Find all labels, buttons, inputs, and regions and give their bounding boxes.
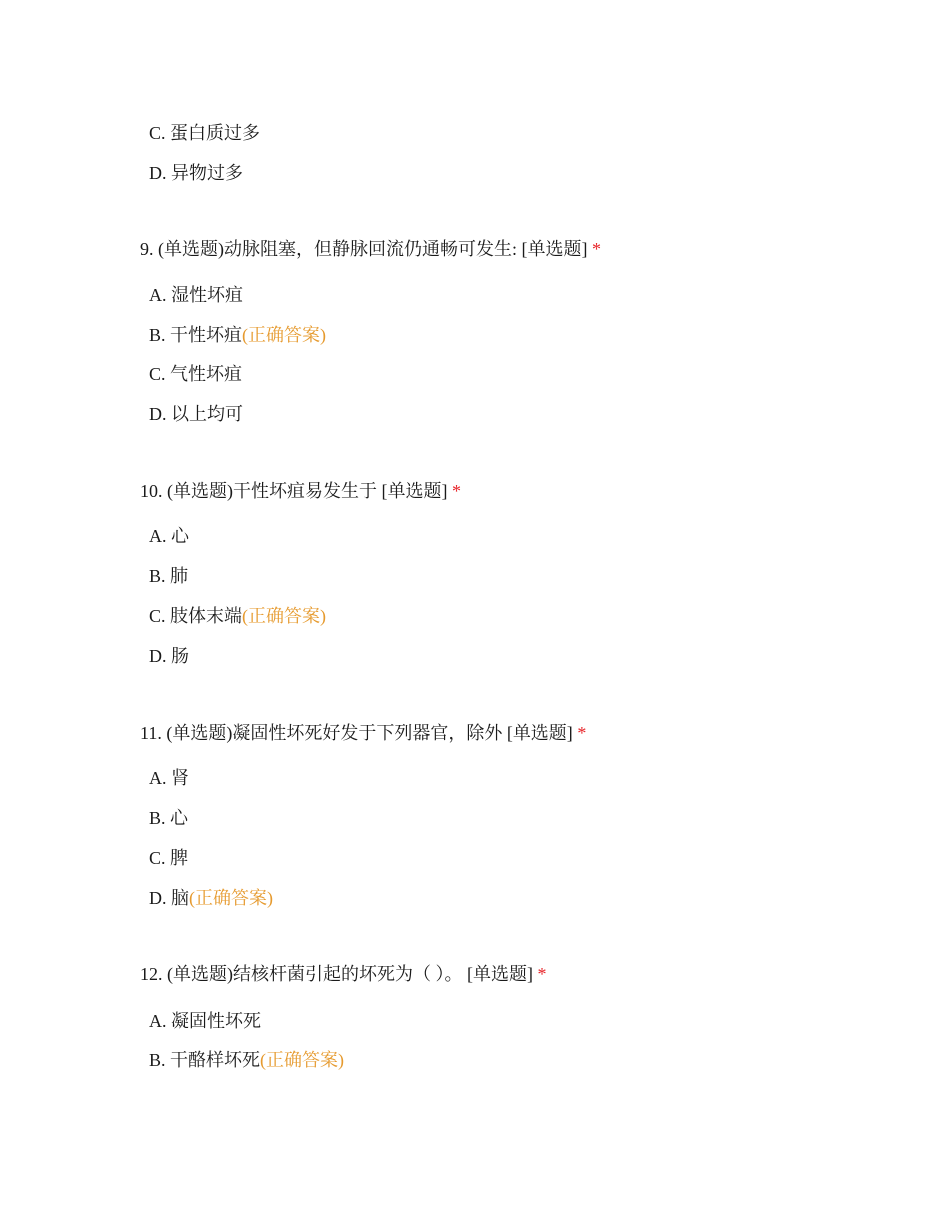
option-b: B. 肺 — [149, 566, 189, 586]
option-d: D. 异物过多 — [149, 163, 243, 183]
correct-answer-tag: (正确答案) — [189, 888, 273, 908]
required-mark: * — [451, 481, 461, 501]
correct-answer-tag: (正确答案) — [260, 1050, 345, 1070]
option-c: C. 脾 — [149, 848, 189, 868]
option-c: C. 气性坏疽 — [149, 364, 243, 384]
option-c: C. 肢体末端(正确答案) — [149, 606, 327, 626]
option-a: A. 凝固性坏死 — [149, 1011, 261, 1031]
option-a: A. 肾 — [149, 768, 189, 788]
correct-answer-tag: (正确答案) — [242, 606, 327, 626]
question-title: 10. (单选题)干性坏疽易发生于 [单选题] * — [140, 481, 461, 501]
option-d: D. 肠 — [149, 646, 189, 666]
option-b: B. 干酪样坏死(正确答案) — [149, 1050, 345, 1070]
option-a: A. 湿性坏疽 — [149, 285, 243, 305]
option-b: B. 干性坏疽(正确答案) — [149, 325, 327, 345]
required-mark: * — [537, 964, 547, 984]
correct-answer-tag: (正确答案) — [242, 325, 327, 345]
option-a: A. 心 — [149, 526, 189, 546]
option-c: C. 蛋白质过多 — [149, 123, 261, 143]
question-title: 11. (单选题)凝固性坏死好发于下列器官，除外 [单选题] * — [140, 723, 587, 743]
question-title: 9. (单选题)动脉阻塞，但静脉回流仍通畅可发生: [单选题] * — [140, 239, 601, 259]
option-d: D. 脑(正确答案) — [149, 888, 273, 908]
required-mark: * — [591, 239, 601, 259]
option-d: D. 以上均可 — [149, 404, 243, 424]
required-mark: * — [577, 723, 587, 743]
option-b: B. 心 — [149, 808, 189, 828]
question-title: 12. (单选题)结核杆菌引起的坏死为（ ）。 [单选题] * — [140, 964, 547, 984]
